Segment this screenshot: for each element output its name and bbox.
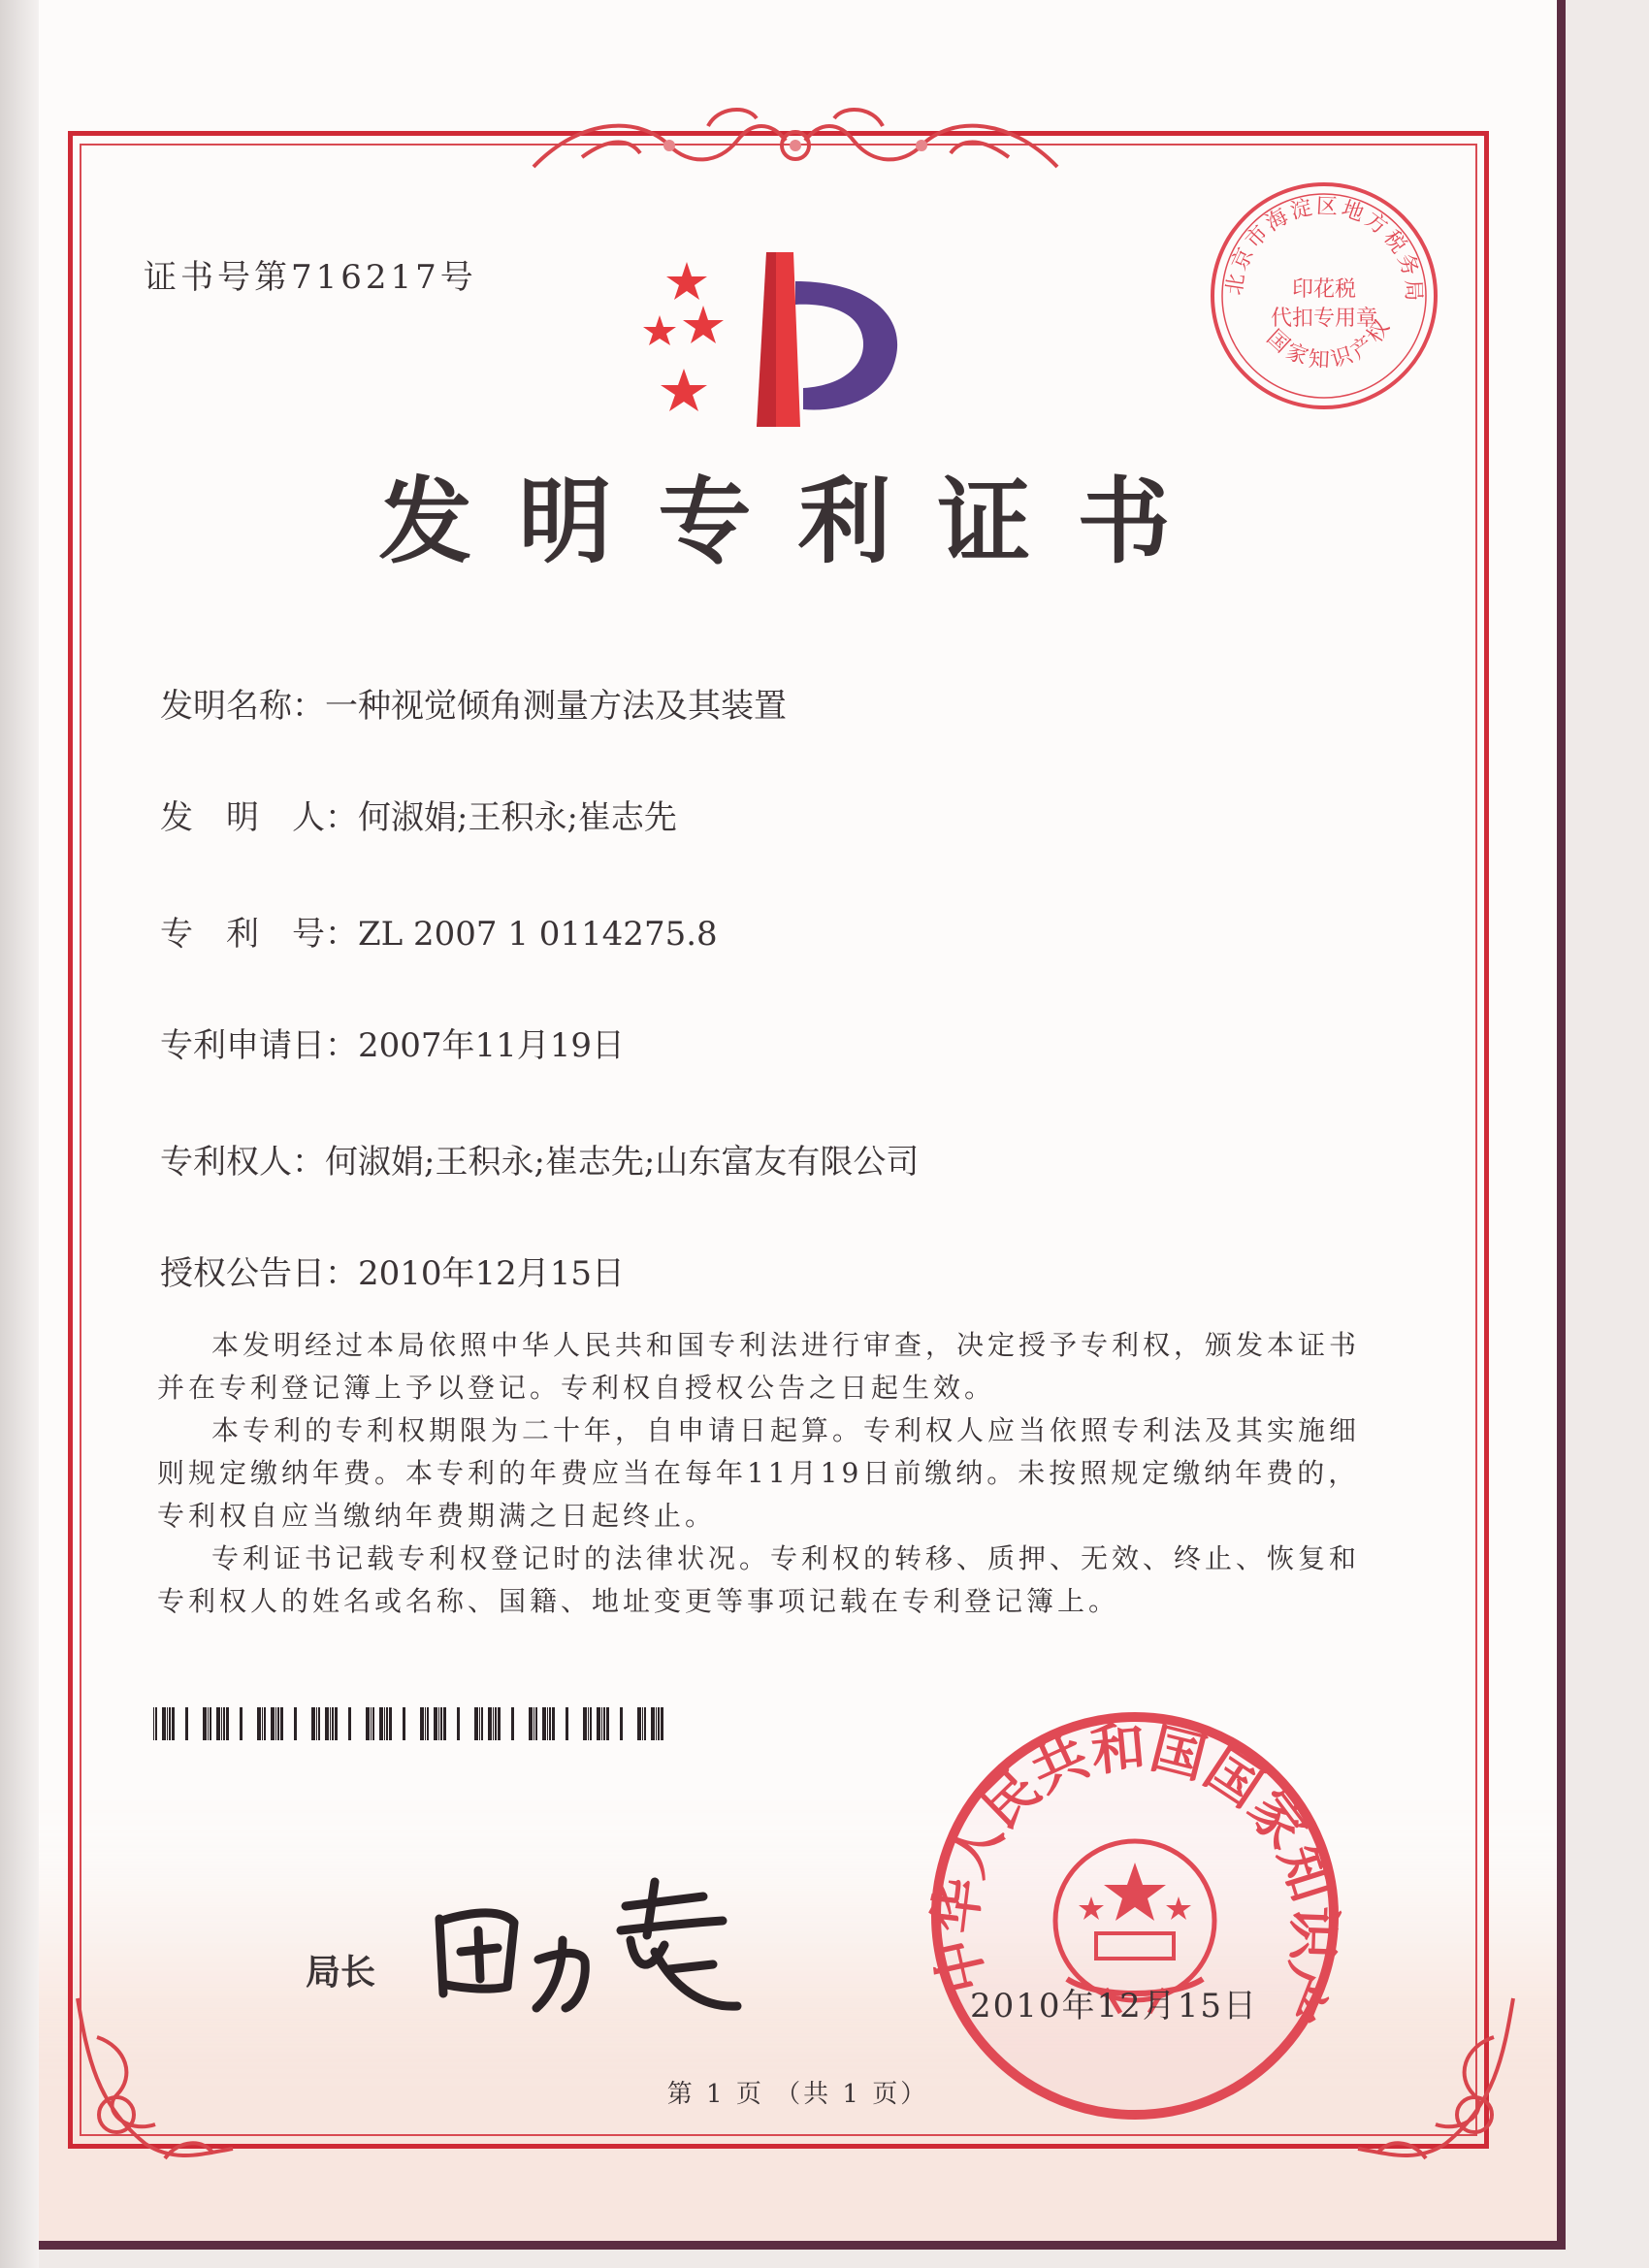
field-patent-number	[160, 907, 718, 955]
barcode-bar	[658, 1707, 660, 1740]
barcode-bar	[535, 1707, 537, 1740]
body-paragraph: 专利证书记载专利权登记时的法律状况。专利权的转移、质押、无效、终止、恢复和专利权人的姓名或名称、国籍、地址变更等事项记载在专利登记簿上。	[157, 1542, 1361, 1617]
barcode-bar	[155, 1707, 157, 1740]
field-label: 发明名称：	[160, 687, 325, 726]
barcode-bar	[294, 1707, 297, 1740]
barcode-bar	[384, 1707, 385, 1740]
barcode-bar	[280, 1707, 283, 1740]
certificate-sheet	[39, 0, 1566, 2250]
barcode-bar	[420, 1707, 424, 1740]
field-value: 何淑娟;王积永;崔志先;山东富友有限公司	[325, 1143, 920, 1182]
barcode-bar	[210, 1707, 211, 1740]
field-value: 一种视觉倾角测量方法及其装置	[325, 687, 787, 726]
field-application-date	[160, 1019, 625, 1066]
barcode-bar	[620, 1707, 623, 1740]
barcode-bar	[457, 1707, 460, 1740]
barcode-bar	[552, 1707, 555, 1740]
certificate-number: 证书号第716217号	[144, 258, 477, 297]
barcode-bar	[588, 1707, 589, 1740]
barcode-bar	[606, 1707, 609, 1740]
barcode-bar	[318, 1707, 320, 1740]
barcode-bar	[169, 1707, 171, 1740]
barcode-bar	[481, 1707, 483, 1740]
barcode-bar	[566, 1707, 568, 1740]
barcode-bar	[547, 1707, 548, 1740]
barcode-bar	[311, 1707, 315, 1740]
barcode-bar	[498, 1707, 501, 1740]
tax-stamp-seal	[1203, 175, 1445, 421]
barcode-bar	[511, 1707, 514, 1740]
barcode-bar	[590, 1707, 592, 1740]
barcode-bar	[529, 1707, 533, 1740]
certificate-title: 发明专利证书	[378, 467, 1217, 576]
barcode-bar	[271, 1707, 275, 1740]
body-paragraph: 本专利的专利权期限为二十年，自申请日起算。专利权人应当依照专利法及其实施细则规定缴纳年费。本专利的年费应当在每年11月19日前缴纳。未按照规定缴纳年费的，专利权自应当缴纳年费期满之日起终止。	[157, 1414, 1361, 1532]
barcode-bar	[644, 1707, 646, 1740]
barcode-bar	[240, 1707, 242, 1740]
tax-stamp-bottom-text: 国家知识产权	[1261, 312, 1398, 373]
barcode-bar	[434, 1707, 437, 1740]
barcode-bar	[332, 1707, 334, 1740]
official-seal	[922, 1702, 1348, 2133]
barcode-bar	[542, 1707, 546, 1740]
barcode-bar	[549, 1707, 551, 1740]
book-binding-edge	[0, 0, 39, 2268]
field-label: 专利权人：	[160, 1143, 325, 1182]
director-signature	[422, 1863, 752, 2027]
field-value: 何淑娟;王积永;崔志先	[358, 798, 677, 837]
barcode-bar	[203, 1707, 207, 1740]
barcode-bar	[275, 1707, 276, 1740]
barcode-bar	[208, 1707, 209, 1740]
barcode-bar	[583, 1707, 587, 1740]
barcode-bar	[651, 1707, 655, 1740]
barcode-bar	[479, 1707, 480, 1740]
barcode-bar	[427, 1707, 429, 1740]
seal-date: 2010年12月15日	[970, 1987, 1259, 2025]
barcode-bar	[386, 1707, 388, 1740]
field-value: 2007年11月19日	[358, 1026, 626, 1065]
barcode-bar	[488, 1707, 492, 1740]
tax-stamp-ring-text: 北京市海淀区地方税务局	[1222, 194, 1426, 305]
barcode-bar	[425, 1707, 426, 1740]
body-paragraph: 本发明经过本局依照中华人民共和国专利法进行审查，决定授予专利权，颁发本证书并在专利登记簿上予以登记。专利权自授权公告之日起生效。	[157, 1329, 1361, 1404]
barcode-bar	[325, 1707, 329, 1740]
barcode-bar	[223, 1707, 225, 1740]
barcode-bar	[642, 1707, 643, 1740]
barcode-bar	[603, 1707, 605, 1740]
barcode-bar	[185, 1707, 188, 1740]
seal-ring-text: 中华人民共和国国家知识产	[922, 1714, 1346, 2029]
barcode-bar	[637, 1707, 641, 1740]
barcode-bar	[661, 1707, 663, 1740]
field-label: 发 明 人：	[160, 798, 358, 837]
barcode-bar	[379, 1707, 383, 1740]
field-label: 授权公告日：	[160, 1254, 358, 1293]
barcode-bar	[656, 1707, 657, 1740]
barcode-bar	[493, 1707, 494, 1740]
barcode-bar	[440, 1707, 442, 1740]
barcode-bar	[601, 1707, 602, 1740]
barcode-bar	[443, 1707, 446, 1740]
barcode-bar	[372, 1707, 374, 1740]
barcode-bar	[226, 1707, 229, 1740]
barcode-bar	[597, 1707, 600, 1740]
barcode-bar	[495, 1707, 497, 1740]
field-value: 2010年12月15日	[358, 1254, 626, 1293]
barcode-bar	[438, 1707, 439, 1740]
barcode-bar	[216, 1707, 220, 1740]
barcode-bar	[371, 1707, 372, 1740]
page-number: 第 1 页 （共 1 页）	[666, 2080, 929, 2109]
field-label: 专利申请日：	[160, 1026, 358, 1065]
field-invention-name	[160, 679, 787, 727]
barcode-bar	[172, 1707, 175, 1740]
barcode-bar	[221, 1707, 222, 1740]
barcode-bar	[403, 1707, 405, 1740]
barcode-bar	[153, 1707, 154, 1740]
field-grant-date	[160, 1247, 625, 1294]
barcode-bar	[167, 1707, 168, 1740]
certificate-body	[157, 1324, 1379, 1623]
barcode-bar	[316, 1707, 317, 1740]
barcode-bar	[264, 1707, 266, 1740]
tax-stamp-center-1: 印花税	[1291, 277, 1357, 302]
barcode-bar	[389, 1707, 392, 1740]
barcode-bar	[474, 1707, 478, 1740]
barcode-bar	[330, 1707, 331, 1740]
field-label: 专 利 号：	[160, 915, 358, 954]
barcode-bar	[257, 1707, 261, 1740]
barcode-bar	[348, 1707, 351, 1740]
barcode-bar	[335, 1707, 338, 1740]
patent-office-logo-icon	[630, 243, 922, 456]
top-ornament	[524, 97, 1067, 184]
barcode	[153, 1707, 677, 1740]
barcode-bar	[262, 1707, 263, 1740]
field-patentee	[160, 1135, 919, 1183]
field-inventors	[160, 791, 677, 838]
tax-stamp-center-2: 代扣专用章	[1270, 307, 1378, 331]
director-label: 局长	[306, 1953, 376, 1993]
barcode-bar	[366, 1707, 370, 1740]
barcode-bar	[162, 1707, 166, 1740]
field-value: ZL 2007 1 0114275.8	[358, 915, 718, 954]
barcode-bar	[277, 1707, 279, 1740]
